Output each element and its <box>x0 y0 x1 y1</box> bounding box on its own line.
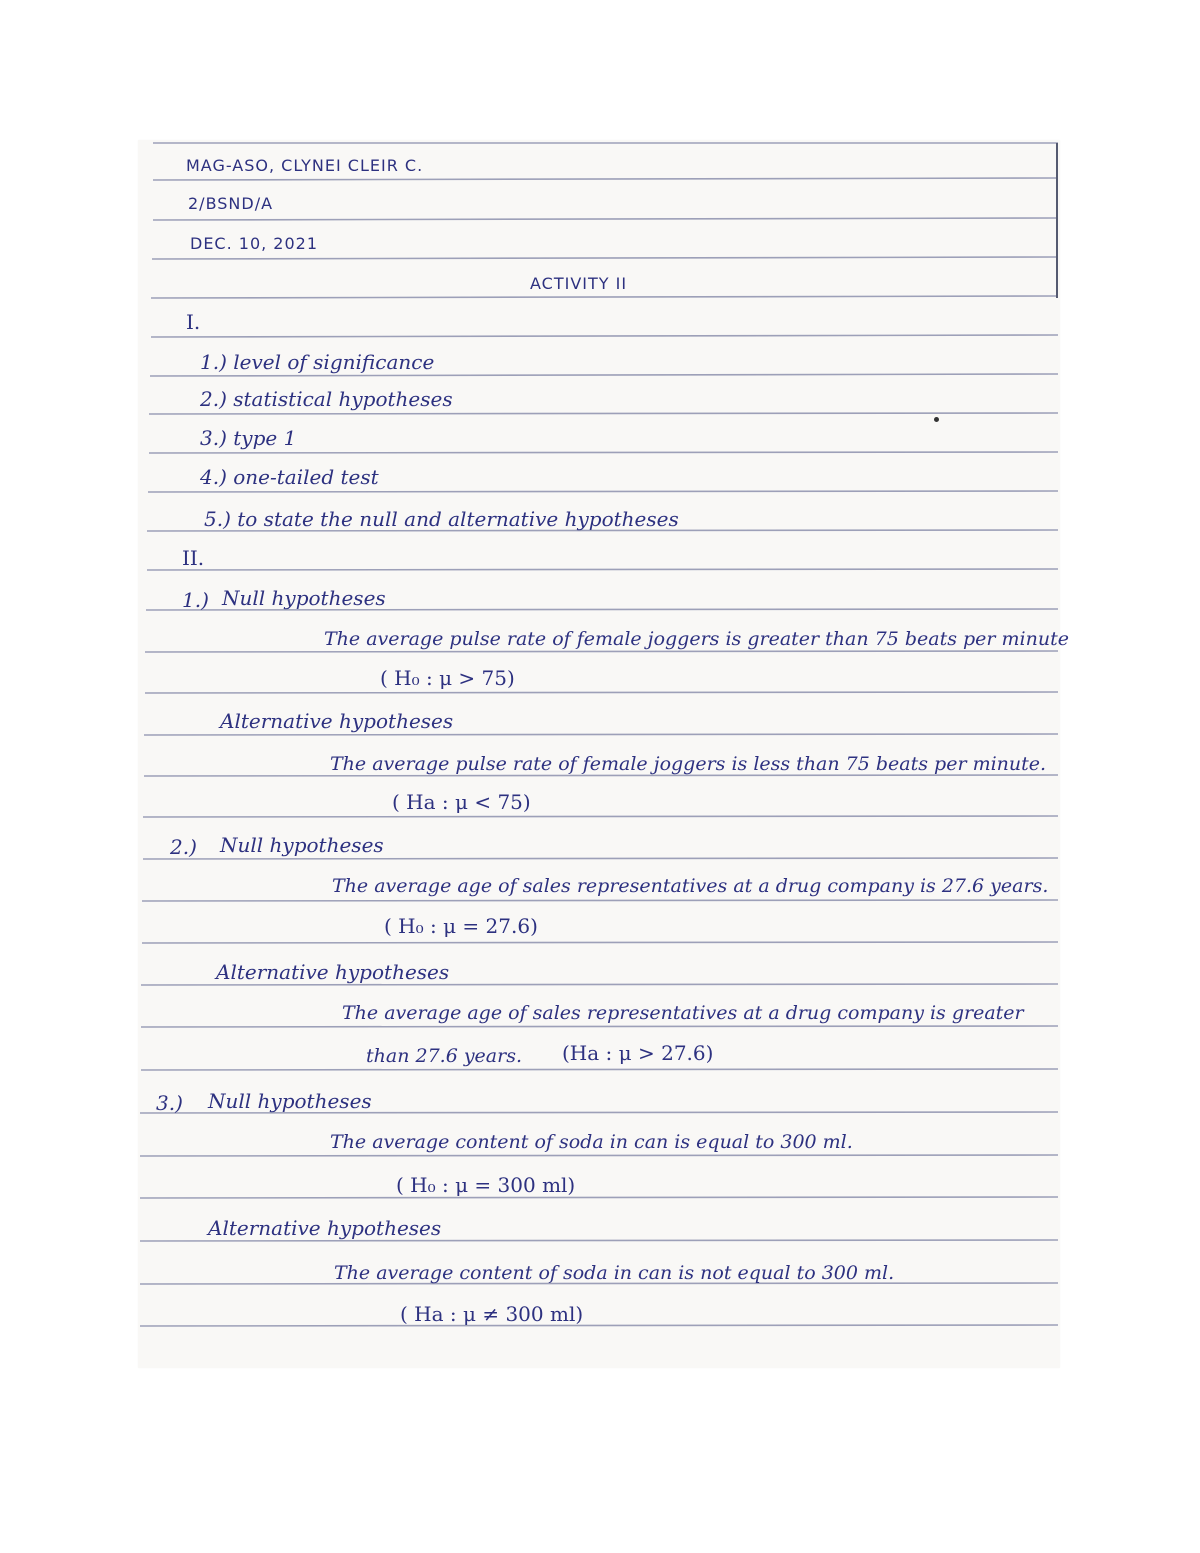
problem-1-null-label: Null hypotheses <box>222 586 386 610</box>
problem-2-null-text: The average age of sales representatives at a drug company is 27.6 years. <box>332 875 1049 897</box>
problem-2-number: 2.) <box>170 835 197 859</box>
ink-dot <box>934 417 939 422</box>
problem-2-alt-symbol: (Ha : μ > 27.6) <box>562 1041 714 1065</box>
problem-2-null-symbol: ( H₀ : μ = 27.6) <box>384 914 538 938</box>
part-one-label: I. <box>186 310 201 334</box>
problem-3-number: 3.) <box>156 1091 183 1115</box>
part-one-item-5: 5.) to state the null and alternative hypotheses <box>204 507 679 531</box>
problem-1-alt-label: Alternative hypotheses <box>220 709 454 733</box>
problem-3-null-text: The average content of soda in can is equal to 300 ml. <box>330 1131 853 1153</box>
problem-1-null-symbol: ( H₀ : μ > 75) <box>380 666 515 690</box>
problem-3-null-symbol: ( H₀ : μ = 300 ml) <box>396 1173 576 1197</box>
part-two-label: II. <box>182 546 205 570</box>
activity-title: ACTIVITY II <box>530 274 628 293</box>
date: DEC. 10, 2021 <box>190 234 319 253</box>
problem-3-null-label: Null hypotheses <box>208 1089 372 1113</box>
problem-1-alt-symbol: ( Ha : μ < 75) <box>392 790 531 814</box>
student-name: MAG-ASO, CLYNEI CLEIR C. <box>186 156 424 175</box>
problem-2-alt-text-2: than 27.6 years. <box>366 1045 522 1067</box>
problem-1-number: 1.) <box>182 588 209 612</box>
problem-1-null-text: The average pulse rate of female joggers is greater than 75 beats per minute <box>324 628 1069 650</box>
part-one-item-4: 4.) one-tailed test <box>200 465 379 489</box>
part-one-item-1: 1.) level of significance <box>200 350 435 374</box>
part-one-item-2: 2.) statistical hypotheses <box>200 387 453 411</box>
problem-2-alt-text: The average age of sales representatives at a drug company is greater <box>342 1002 1024 1024</box>
part-one-item-3: 3.) type 1 <box>200 426 297 450</box>
problem-3-alt-symbol: ( Ha : μ ≠ 300 ml) <box>400 1302 584 1326</box>
problem-1-alt-text: The average pulse rate of female joggers is less than 75 beats per minute. <box>330 753 1047 775</box>
problem-2-null-label: Null hypotheses <box>220 833 384 857</box>
student-section: 2/BSND/A <box>188 194 274 213</box>
problem-2-alt-label: Alternative hypotheses <box>216 960 450 984</box>
problem-3-alt-text: The average content of soda in can is not equal to 300 ml. <box>334 1262 895 1284</box>
problem-3-alt-label: Alternative hypotheses <box>208 1216 442 1240</box>
